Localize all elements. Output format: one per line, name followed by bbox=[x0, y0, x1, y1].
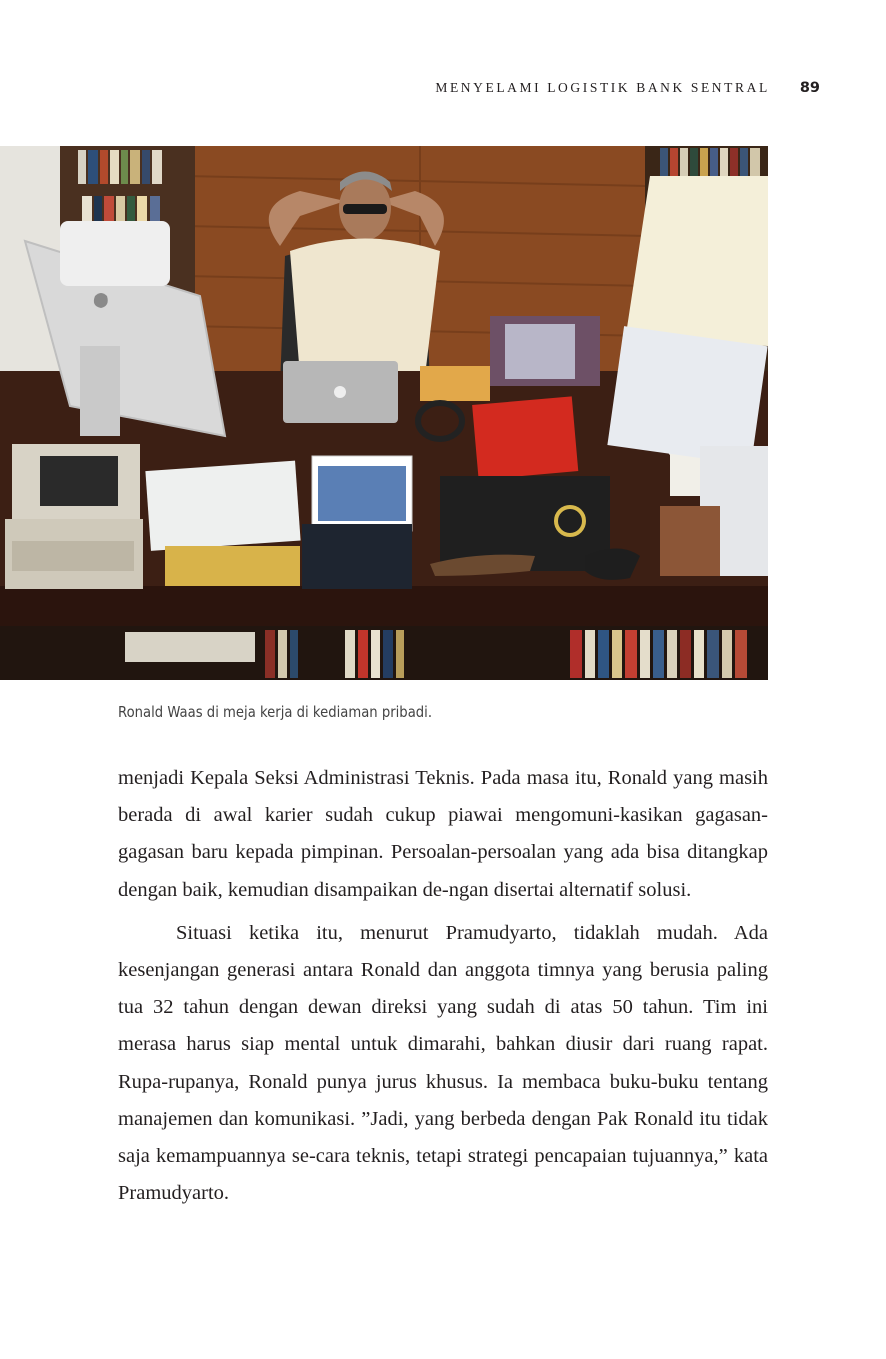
paragraph: menjadi Kepala Seksi Administrasi Teknis. Pada masa itu, Ronald yang masih berada di awal karier sudah cukup piawai mengomuni-kasikan gagasan-gagasan baru kepada pimpinan. Persoalan-persoalan yang ada bisa ditangkap dengan baik, kemudian disampaikan de-ngan disertai alternatif solusi. bbox=[118, 767, 768, 901]
paragraph: Situasi ketika itu, menurut Pramudyarto, tidaklah mudah. Ada kesenjangan generasi antara Ronald dan anggota timnya yang berusia paling tua 32 tahun dengan dewan direksi yang sudah di atas 50 tahun. Tim ini merasa harus siap mental untuk dimarahi, bahkan diusir dari ruang rapat. Rupa-rupanya, Ronald punya jurus khusus. Ia membaca buku-buku tentang manajemen dan komunikasi. ”Jadi, yang berbeda dengan Pak Ronald itu tidak saja kemampuannya se-cara teknis, tetapi strategi pencapaian tujuannya,” kata Pramudyarto. bbox=[118, 921, 768, 1205]
photo bbox=[0, 146, 768, 680]
running-title: MENYELAMI LOGISTIK BANK SENTRAL bbox=[435, 80, 770, 95]
photo-caption: Ronald Waas di meja kerja di kediaman pribadi. bbox=[118, 703, 433, 721]
running-head bbox=[435, 80, 820, 96]
office-photo-illustration bbox=[0, 146, 768, 680]
body-text bbox=[118, 760, 768, 1212]
page-number: 89 bbox=[799, 80, 820, 96]
